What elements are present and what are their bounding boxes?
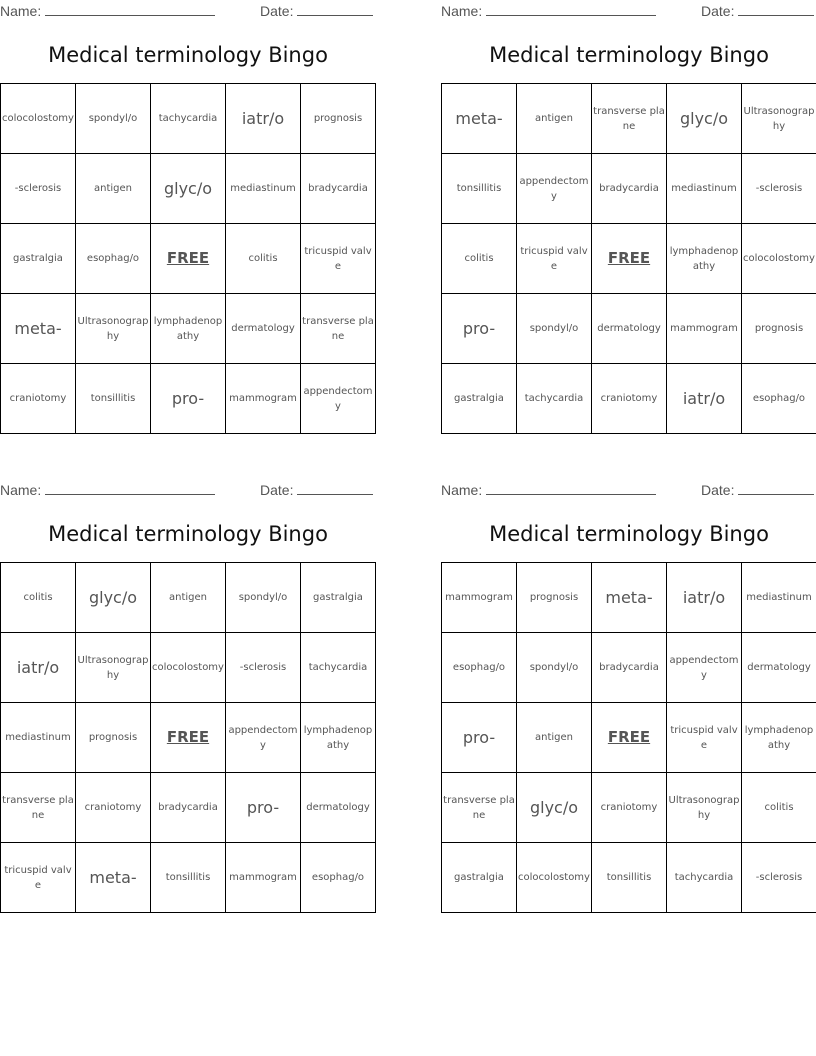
- bingo-cell: gastralgia: [1, 224, 76, 294]
- bingo-cell: tonsillitis: [442, 154, 517, 224]
- bingo-cell: colocolostomy: [151, 633, 226, 703]
- bingo-cell: colocolostomy: [742, 224, 816, 294]
- bingo-grid: [441, 562, 816, 913]
- free-space-cell: FREE: [151, 703, 226, 773]
- bingo-cell: dermatology: [592, 294, 667, 364]
- bingo-cell: mediastinum: [742, 563, 816, 633]
- bingo-cell: esophag/o: [442, 633, 517, 703]
- bingo-cell: colitis: [226, 224, 301, 294]
- bingo-cell: tonsillitis: [151, 843, 226, 913]
- bingo-cell: antigen: [76, 154, 151, 224]
- date-field: [260, 3, 373, 19]
- name-label: Name:: [0, 3, 42, 19]
- bingo-cell: craniotomy: [1, 364, 76, 434]
- bingo-cell: gastralgia: [442, 843, 517, 913]
- bingo-cell: tonsillitis: [592, 843, 667, 913]
- bingo-cell: antigen: [517, 703, 592, 773]
- bingo-cell: lymphadenopathy: [667, 224, 742, 294]
- name-field: [0, 3, 215, 19]
- bingo-cell: pro-: [151, 364, 226, 434]
- bingo-cell: appendectomy: [301, 364, 376, 434]
- card-title: Medical terminology Bingo: [489, 43, 769, 67]
- bingo-card: [441, 479, 816, 913]
- bingo-cell: tachycardia: [667, 843, 742, 913]
- bingo-cell: appendectomy: [226, 703, 301, 773]
- bingo-cell: appendectomy: [517, 154, 592, 224]
- card-header: [441, 479, 816, 501]
- bingo-cell: gastralgia: [301, 563, 376, 633]
- bingo-cell: colocolostomy: [1, 84, 76, 154]
- date-line: [738, 482, 814, 495]
- bingo-cell: iatr/o: [1, 633, 76, 703]
- bingo-cell: -sclerosis: [742, 843, 816, 913]
- bingo-cell: Ultrasonography: [667, 773, 742, 843]
- bingo-cell: transverse plane: [592, 84, 667, 154]
- bingo-card: [0, 479, 376, 913]
- bingo-cell: -sclerosis: [742, 154, 816, 224]
- bingo-cell: gastralgia: [442, 364, 517, 434]
- bingo-cell: bradycardia: [301, 154, 376, 224]
- bingo-cell: craniotomy: [76, 773, 151, 843]
- free-space-cell: FREE: [151, 224, 226, 294]
- bingo-grid: [0, 83, 376, 434]
- card-title: Medical terminology Bingo: [48, 522, 328, 546]
- date-line: [297, 482, 373, 495]
- bingo-cell: colitis: [742, 773, 816, 843]
- bingo-cell: meta-: [592, 563, 667, 633]
- bingo-cell: spondyl/o: [517, 294, 592, 364]
- bingo-cell: Ultrasonography: [76, 294, 151, 364]
- date-label: Date:: [701, 482, 735, 498]
- bingo-cell: iatr/o: [667, 563, 742, 633]
- name-field: [441, 482, 656, 498]
- bingo-cell: -sclerosis: [1, 154, 76, 224]
- bingo-cell: mammogram: [442, 563, 517, 633]
- name-label: Name:: [0, 482, 42, 498]
- bingo-cell: tachycardia: [517, 364, 592, 434]
- bingo-cell: antigen: [517, 84, 592, 154]
- bingo-cell: mammogram: [226, 843, 301, 913]
- name-line: [486, 482, 656, 495]
- bingo-cell: tricuspid valve: [517, 224, 592, 294]
- card-header: [441, 0, 816, 22]
- name-label: Name:: [441, 3, 483, 19]
- name-label: Name:: [441, 482, 483, 498]
- bingo-cell: prognosis: [517, 563, 592, 633]
- bingo-cell: spondyl/o: [226, 563, 301, 633]
- bingo-cell: antigen: [151, 563, 226, 633]
- bingo-cell: prognosis: [76, 703, 151, 773]
- free-space-cell: FREE: [592, 224, 667, 294]
- bingo-cell: Ultrasonography: [742, 84, 816, 154]
- bingo-cell: lymphadenopathy: [742, 703, 816, 773]
- bingo-cell: prognosis: [301, 84, 376, 154]
- bingo-cell: prognosis: [742, 294, 816, 364]
- name-line: [45, 482, 215, 495]
- date-field: [260, 482, 373, 498]
- free-space-cell: FREE: [592, 703, 667, 773]
- date-field: [701, 482, 814, 498]
- bingo-cell: esophag/o: [742, 364, 816, 434]
- date-label: Date:: [260, 482, 294, 498]
- name-line: [45, 3, 215, 16]
- bingo-cell: mediastinum: [1, 703, 76, 773]
- bingo-cell: tricuspid valve: [1, 843, 76, 913]
- bingo-cell: pro-: [226, 773, 301, 843]
- date-field: [701, 3, 814, 19]
- bingo-cell: appendectomy: [667, 633, 742, 703]
- date-label: Date:: [260, 3, 294, 19]
- bingo-cell: mammogram: [667, 294, 742, 364]
- bingo-cell: colitis: [1, 563, 76, 633]
- bingo-cell: iatr/o: [667, 364, 742, 434]
- bingo-card: [0, 0, 376, 434]
- card-title: Medical terminology Bingo: [489, 522, 769, 546]
- bingo-cell: tachycardia: [151, 84, 226, 154]
- bingo-cell: mediastinum: [226, 154, 301, 224]
- bingo-cell: mammogram: [226, 364, 301, 434]
- bingo-cell: dermatology: [742, 633, 816, 703]
- bingo-cell: -sclerosis: [226, 633, 301, 703]
- bingo-cell: glyc/o: [517, 773, 592, 843]
- bingo-grid: [0, 562, 376, 913]
- bingo-cell: spondyl/o: [76, 84, 151, 154]
- bingo-cell: transverse plane: [442, 773, 517, 843]
- bingo-cell: colitis: [442, 224, 517, 294]
- bingo-cell: craniotomy: [592, 773, 667, 843]
- bingo-cell: esophag/o: [76, 224, 151, 294]
- bingo-cell: tachycardia: [301, 633, 376, 703]
- bingo-cell: lymphadenopathy: [151, 294, 226, 364]
- bingo-cell: glyc/o: [667, 84, 742, 154]
- bingo-cell: glyc/o: [151, 154, 226, 224]
- date-line: [297, 3, 373, 16]
- bingo-cell: bradycardia: [592, 633, 667, 703]
- bingo-cell: meta-: [76, 843, 151, 913]
- bingo-cell: transverse plane: [1, 773, 76, 843]
- date-label: Date:: [701, 3, 735, 19]
- bingo-cell: meta-: [442, 84, 517, 154]
- card-title: Medical terminology Bingo: [48, 43, 328, 67]
- bingo-cell: craniotomy: [592, 364, 667, 434]
- bingo-cell: bradycardia: [592, 154, 667, 224]
- bingo-cell: pro-: [442, 294, 517, 364]
- bingo-cell: glyc/o: [76, 563, 151, 633]
- bingo-cell: iatr/o: [226, 84, 301, 154]
- bingo-cell: bradycardia: [151, 773, 226, 843]
- bingo-cell: dermatology: [301, 773, 376, 843]
- name-field: [441, 3, 656, 19]
- bingo-cell: tricuspid valve: [301, 224, 376, 294]
- date-line: [738, 3, 814, 16]
- bingo-cell: spondyl/o: [517, 633, 592, 703]
- bingo-cell: transverse plane: [301, 294, 376, 364]
- name-field: [0, 482, 215, 498]
- bingo-cell: pro-: [442, 703, 517, 773]
- card-header: [0, 0, 376, 22]
- bingo-cell: colocolostomy: [517, 843, 592, 913]
- bingo-cell: dermatology: [226, 294, 301, 364]
- bingo-cell: esophag/o: [301, 843, 376, 913]
- card-header: [0, 479, 376, 501]
- name-line: [486, 3, 656, 16]
- bingo-grid: [441, 83, 816, 434]
- bingo-card: [441, 0, 816, 434]
- bingo-cell: mediastinum: [667, 154, 742, 224]
- bingo-cell: meta-: [1, 294, 76, 364]
- bingo-cell: lymphadenopathy: [301, 703, 376, 773]
- bingo-cell: tricuspid valve: [667, 703, 742, 773]
- bingo-cell: Ultrasonography: [76, 633, 151, 703]
- bingo-cell: tonsillitis: [76, 364, 151, 434]
